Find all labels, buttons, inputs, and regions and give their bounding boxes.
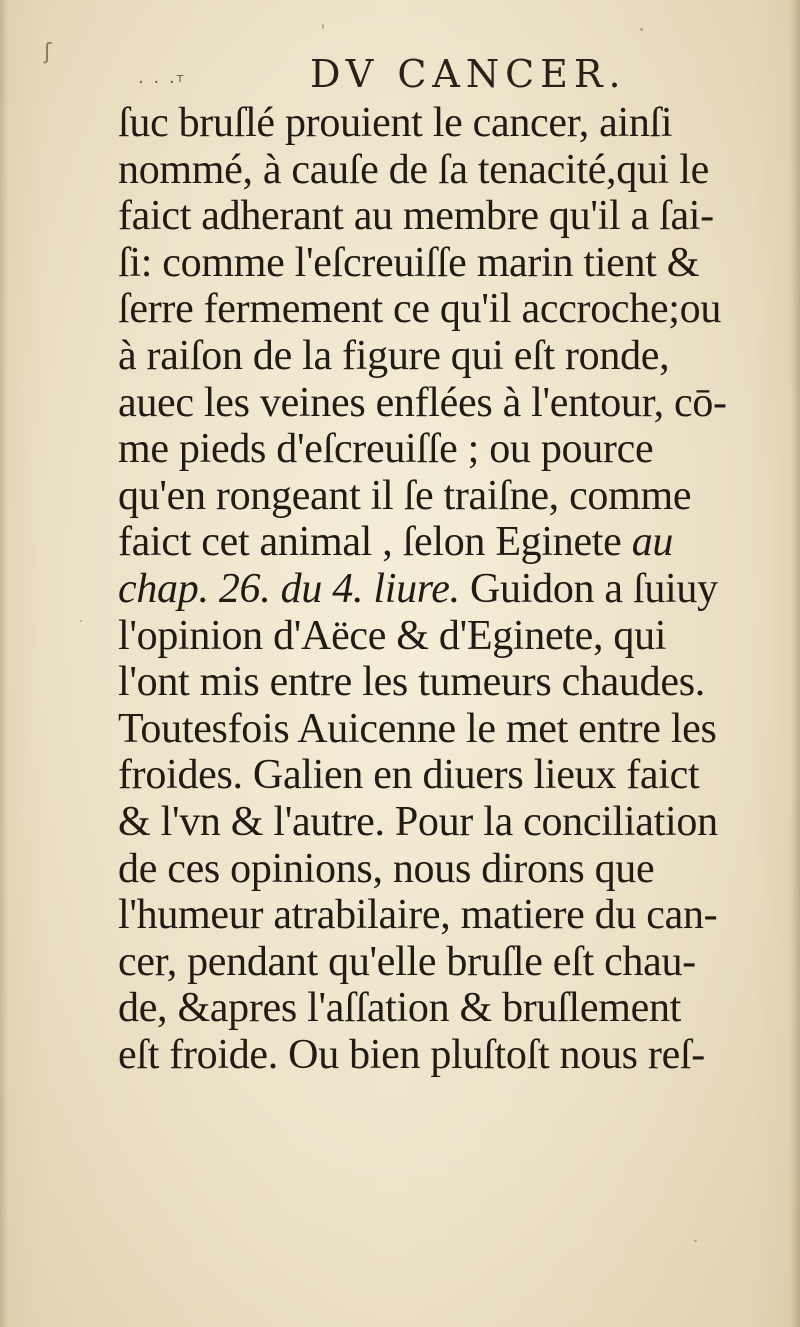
text-line: & l'vn & l'autre. Pour la conciliation <box>118 798 718 845</box>
text-line: Toutesfois Auicenne le met entre les <box>118 705 717 752</box>
paper-speck <box>80 620 82 622</box>
text-line: eſt froide. Ou bien pluſtoſt nous reſ- <box>118 1031 705 1078</box>
text-line: l'humeur atrabilaire, matiere du can- <box>118 892 718 939</box>
text-line: ſi: comme l'eſcreuiſſe marin tient & <box>118 239 700 286</box>
text-line: l'ont mis entre les tumeurs chaudes. <box>118 659 705 706</box>
text-line: faict adherant au membre qu'il a ſai- <box>118 193 714 240</box>
text-line: nommé, à cauſe de ſa tenacité,qui le <box>118 146 709 193</box>
paper-speck <box>322 24 324 29</box>
text-line: chap. 26. du 4. liure. Guidon a ſuiuy <box>118 565 718 612</box>
text-line: cer, pendant qu'elle bruſle eſt chau- <box>118 938 696 985</box>
head-ornament: · · ·ᵀ <box>138 72 186 93</box>
paper-speck <box>640 28 643 31</box>
paper-speck <box>694 1240 697 1242</box>
text-line: l'opinion d'Aëce & d'Eginete, qui <box>118 612 667 659</box>
margin-mark: ʃ <box>44 40 52 65</box>
text-line: ſuc bruſlé prouient le cancer, ainſi <box>118 100 673 146</box>
text-line: de, &apres l'aſſation & bruſlement <box>118 985 682 1032</box>
text-line: de ces opinions, nous dirons que <box>118 845 655 892</box>
text-line: me pieds d'eſcreuiſſe ; ou pource <box>118 426 654 473</box>
text-line: qu'en rongeant il ſe traiſne, comme <box>118 472 692 519</box>
page-left-edge <box>0 0 8 1327</box>
body-text <box>118 100 798 1078</box>
text-line: faict cet animal , ſelon Eginete au <box>118 519 674 566</box>
italic-reference: au <box>631 519 674 566</box>
text-line: auec les veines enflées à l'entour, cō- <box>118 379 727 426</box>
italic-reference: chap. 26. du 4. liure. <box>118 565 460 612</box>
text-line: froides. Galien en diuers lieux faict <box>118 752 700 799</box>
text-line: ſerre fermement ce qu'il accroche;ou <box>118 286 722 333</box>
running-head: DV CANCER. <box>310 52 627 96</box>
text-line: à raiſon de la figure qui eſt ronde, <box>118 332 670 379</box>
